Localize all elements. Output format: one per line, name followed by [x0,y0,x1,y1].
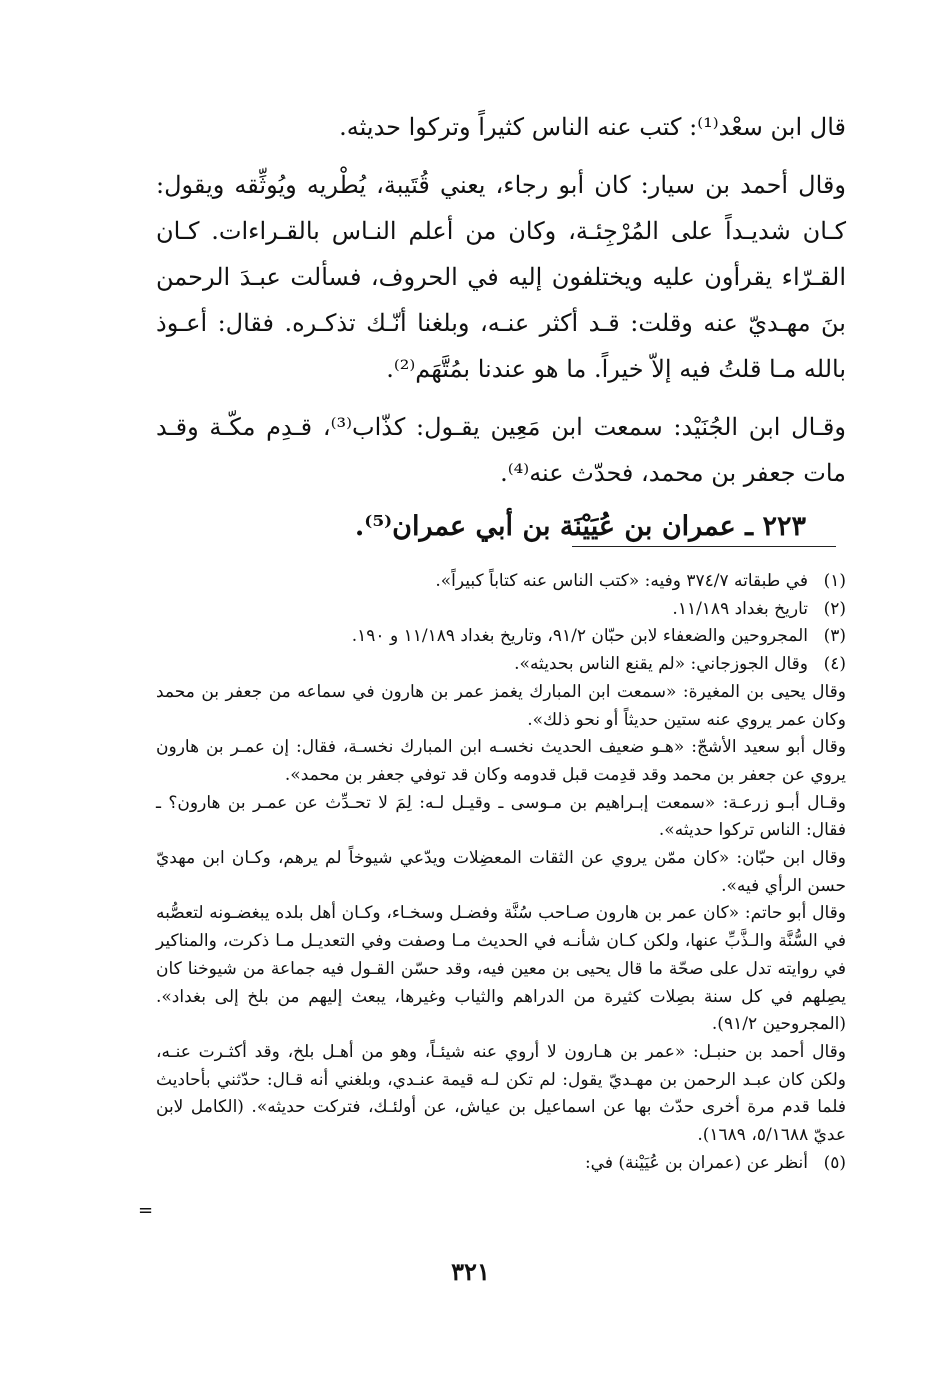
footnote-number: (١) [823,571,846,591]
footnote-1 [156,568,846,596]
footnote-number: (٣) [823,626,846,647]
footnote-4-abu-hatim: وقال أبو حاتم: «كان عمر بن هارون صـاحب سُنَّة وفضـل وسخـاء، وكـان أهل بلده يبغضـونه لتعصُّبه في السُّنَّة والـذَّبِّ عنها، ولكن كـان شأنـه في الحديث مـا وصفت وفي التعديـل مـا ذكرت، والمناكير في روايته تدل على صحّة ما قال يحيى بن معين فيه، وقد حسّن القـول فيه جماعة من شيوخنا كان يصِلهم في كل سنة بصِلات كثيرة من الدراهم والثياب وغيرها، يبعث إليهم من بلخ إلى بغداد». (المجروحين ٩١/٢). [156,903,846,1035]
footnote-4 [156,651,846,679]
paragraph-ibn-saad: قال ابن سعْد⁽¹⁾: كتب عنه الناس كثيراً وتركوا حديثه. [339,113,846,141]
footnote-separator [572,546,836,547]
footnote-text: في طبقاته ٣٧٤/٧ وفيه: «كتب الناس عنه كتاباً كبيراً». [435,571,808,591]
footnote-5 [156,1150,846,1178]
footnote-number: (٢) [823,598,846,619]
continuation-mark: = [138,1200,154,1221]
footnote-4-abu-zura: وقـال أبـو زرعـة: «سمعت إبـراهيم بن مـوسى ـ وقيـل لـه: لِمَ لا تحـدِّث عن عمـر بن هارون؟ ـ فقال: الناس تركوا حديثه». [156,792,846,841]
footnote-text: وقال الجوزجاني: «لم يقنع الناس بحديثه». [514,654,808,675]
footnote-text: أنظر عن (عمران بن عُيَيْنة) في: [584,1152,808,1173]
footnote-2 [156,596,846,624]
paragraph-ahmad-bin-sayyar: وقال أحمد بن سيار: كان أبو رجاء، يعني قُتَيبة، يُطْريه ويُوثِّقه ويقول: كـان شديـداً على المُرْجِئـة، وكان من أعلم النـاس بالقـراءات. كـان القـرّاء يقرأون عليه ويختلفون إليه في الحروف، فسألت عبـدَ الرحمن بنَ مهـديّ عنه وقلت: قـد أكثر عنـه، وبلغنا أنّـك تذكـره. فقال: أعـوذ بالله مـا قلتُ فيه إلاّ خيراً. ما هو عندنا بمُتَّهَم⁽²⁾. [156,171,846,383]
footnote-text: المجروحين والضعفاء لابن حبّان ٩١/٢، وتاريخ بغداد ١١/١٨٩ و ١٩٠. [351,626,808,647]
footnote-number: (٤) [823,654,846,675]
footnote-4-ahmad-hanbal: وقال أحمد بن حنبـل: «عمر بن هـارون لا أروي عنه شيئـاً، وهو من أهـل بلخ، وقد أكثـرت عنـه، ولكن كان عبـد الرحمن بن مهـديّ يقول: لم تكن لـه قيمة عنـدي، وبلغني أنه قـال: حدّثني بأحاديث فلما قدم مرة أخرى حدّث بها عن اسماعيل بن عياش، عن أولئـك، فتركت حديثه». (الكامل لابن عديّ ٥/١٦٨٨، ١٦٨٩). [156,1041,846,1146]
main-text [156,104,846,550]
paragraph-ibn-al-junayd: وقـال ابن الجُنَيْد: سمعت ابن مَعِين يقـول: كذّاب⁽³⁾، قـدِم مكّـة وقـد مات جعفر بن محمد، فحدّث عنه⁽⁴⁾. [156,413,846,487]
page-number: ٣٢١ [451,1257,490,1286]
footnote-3 [156,623,846,651]
footnotes [156,568,846,1177]
footnote-number: (٥) [823,1152,846,1173]
entry-heading-223: ٢٢٣ ـ عمران بن عُيَيْنَة بن أبي عمران⁽⁵⁾. [354,511,806,542]
footnote-4-ashajj: وقال أبو سعيد الأشجّ: «هـو ضعيف الحديث نخسـه ابن المبارك نخسـة، فقال: إن عمـر بن هارون يروي عن جعفر بن محمد وقد قدِمت قبل قدومه وكان قد توفي جعفر بن محمد». [156,737,846,785]
footnote-4-yahya: وقال يحيى بن المغيرة: «سمعت ابن المبارك يغمز عمر بن هارون في سماعه من جعفر بن محمد وكان عمر يروي عنه ستين حديثاً أو نحو ذلك». [156,681,846,730]
footnote-text: تاريخ بغداد ١١/١٨٩. [672,598,808,619]
footnote-4-ibn-hibban: وقال ابن حبّان: «كان ممّن يروي عن الثقات المعضِلات ويدّعي شيوخاً لم يرهم، وكـان ابن مهديّ حسن الرأي فيه». [156,848,846,896]
